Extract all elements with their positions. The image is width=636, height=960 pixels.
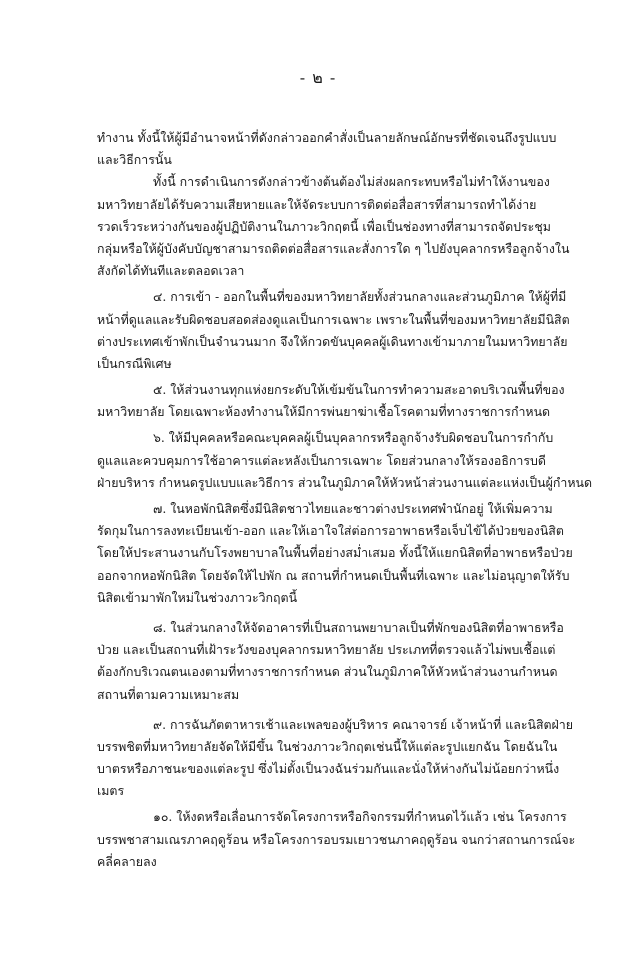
text-line: สถานที่ตามความเหมาะสม: [97, 686, 240, 702]
text-line: โดยให้ประสานงานกับโรงพยาบาลในพื้นที่อย่างสม่ำเสมอ ทั้งนี้ให้แยกนิสิตที่อาพาธหรือป่วย: [97, 545, 573, 561]
text-line: หน้าที่ดูแลและรับผิดชอบสอดส่องดูแลเป็นการเฉพาะ เพราะในพื้นที่ของมหาวิทยาลัยมีนิสิต: [97, 311, 570, 327]
paragraph-item-9: [97, 714, 574, 803]
text-line: ป่วย และเป็นสถานที่เฝ้าระวังของบุคลากรมหาวิทยาลัย ประเภทที่ตรวจแล้วไม่พบเชื้อแต่: [97, 642, 556, 658]
paragraph-gap: [97, 609, 571, 617]
paragraph-item-7: [97, 498, 571, 609]
text-line: ๔. การเข้า - ออกในพื้นที่ของมหาวิทยาลัยทั้งส่วนกลางและส่วนภูมิภาค ให้ผู้ที่มี: [153, 289, 567, 305]
text-line: เป็นกรณีพิเศษ: [97, 355, 172, 371]
text-line: รัดกุมในการลงทะเบียนเข้า-ออก และให้เอาใจใส่ต่อการอาพาธหรือเจ็บไข้ได้ป่วยของนิสิต: [97, 523, 564, 539]
text-line: ทำงาน ทั้งนี้ให้ผู้มีอำนาจหน้าที่ดังกล่าวออกคำสั่งเป็นลายลักษณ์อักษรที่ชัดเจนถึงรูปแบบ: [97, 130, 557, 145]
paragraph-item-5: [97, 379, 571, 423]
text-line: ๙. การฉันภัตตาหารเช้าและเพลของผู้บริหาร คณาจารย์ เจ้าหน้าที่ และนิสิตฝ่าย: [153, 716, 574, 732]
text-line: ๘. ในส่วนกลางให้จัดอาคารที่เป็นสถานพยาบาลเป็นที่พักของนิสิตที่อาพาธหรือ: [153, 619, 564, 635]
document-body: [97, 127, 593, 873]
text-line: คลี่คลายลง: [97, 853, 157, 869]
text-line: บรรพชิตที่มหาวิทยาลัยจัดให้มีขึ้น ในช่วงภาวะวิกฤตเช่นนี้ให้แต่ละรูปแยกฉัน โดยฉันใน: [97, 738, 558, 754]
paragraph-item-10: [97, 806, 576, 873]
paragraph-continuation: [97, 127, 571, 171]
text-line: ๕. ให้ส่วนงานทุกแห่งยกระดับให้เข้มข้นในการทำความสะอาดบริเวณพื้นที่ของ: [153, 382, 565, 398]
text-line: และวิธีการนั้น: [97, 152, 172, 168]
text-line: กลุ่มหรือให้ผู้บังคับบัญชาสามารถติดต่อสื่อสารและสั่งการใด ๆ ไปยังบุคลากรหรือลูกจ้างใน: [97, 240, 570, 256]
text-line: ๗. ในหอพักนิสิตซึ่งมีนิสิตชาวไทยและชาวต่างประเทศพำนักอยู่ ให้เพิ่มความ: [153, 501, 553, 516]
text-line: ทั้งนี้ การดำเนินการดังกล่าวข้างต้นต้องไม่ส่งผลกระทบหรือไม่ทำให้งานของ: [153, 174, 550, 190]
text-line: ๖. ให้มีบุคคลหรือคณะบุคคลผู้เป็นบุคลากรหรือลูกจ้างรับผิดชอบในการกำกับ: [153, 430, 554, 446]
text-line: สังกัดได้ทันทีและตลอดเวลา: [97, 263, 245, 279]
paragraph-communication: [97, 171, 571, 282]
paragraph-gap: [97, 706, 571, 714]
text-line: มหาวิทยาลัย โดยเฉพาะห้องทำงานให้มีการพ่นยาฆ่าเชื้อโรคตามที่ทางราชการกำหนด: [97, 404, 551, 420]
text-line: นิสิตเข้ามาพักใหม่ในช่วงภาวะวิกฤตนี้: [97, 589, 298, 605]
text-line: มหาวิทยาลัยได้รับความเสียหายและให้จัดระบบการติดต่อสื่อสารที่สามารถทำได้ง่าย: [97, 196, 537, 212]
text-line: ดูแลและควบคุมการใช้อาคารแต่ละหลังเป็นการเฉพาะ โดยส่วนกลางให้รองอธิการบดี: [97, 452, 546, 468]
text-line: ฝ่ายบริหาร กำหนดรูปแบบและวิธีการ ส่วนในภูมิภาคให้หัวหน้าส่วนงานแต่ละแห่งเป็นผู้กำหนด: [97, 474, 593, 490]
paragraph-item-8: [97, 617, 571, 706]
text-line: ออกจากหอพักนิสิต โดยจัดให้ไปพัก ณ สถานที่กำหนดเป็นพื้นที่เฉพาะ และไม่อนุญาตให้รับ: [97, 567, 570, 583]
text-line: เมตร: [97, 783, 125, 799]
page-number: - ๒ -: [299, 68, 337, 87]
text-line: ต่างประเทศเข้าพักเป็นจำนวนมาก จึงให้กวดขันบุคคลผู้เดินทางเข้ามาภายในมหาวิทยาลัย: [97, 333, 568, 349]
text-line: ๑๐. ให้งดหรือเลื่อนการจัดโครงการหรือกิจกรรมที่กำหนดไว้แล้ว เช่น โครงการ: [153, 809, 567, 825]
text-line: บรรพชาสามเณรภาคฤดูร้อน หรือโครงการอบรมเยาวชนภาคฤดูร้อน จนกว่าสถานการณ์จะ: [97, 831, 576, 847]
paragraph-item-6: [97, 427, 593, 494]
text-line: บาตรหรือภาชนะของแต่ละรูป ซึ่งไม่ตั้งเป็นวงฉันร่วมกันและนั่งให้ห่างกันไม่น้อยกว่าหนึ่ง: [97, 761, 560, 777]
text-line: ต้องกักบริเวณตนเองตามที่ทางราชการกำหนด ส่วนในภูมิภาคให้หัวหน้าส่วนงานกำหนด: [97, 664, 558, 680]
text-line: รวดเร็วระหว่างกันของผู้ปฏิบัติงานในภาวะวิกฤตนี้ เพื่อเป็นช่องทางที่สามารถจัดประชุม: [97, 218, 551, 234]
paragraph-item-4: [97, 286, 571, 375]
